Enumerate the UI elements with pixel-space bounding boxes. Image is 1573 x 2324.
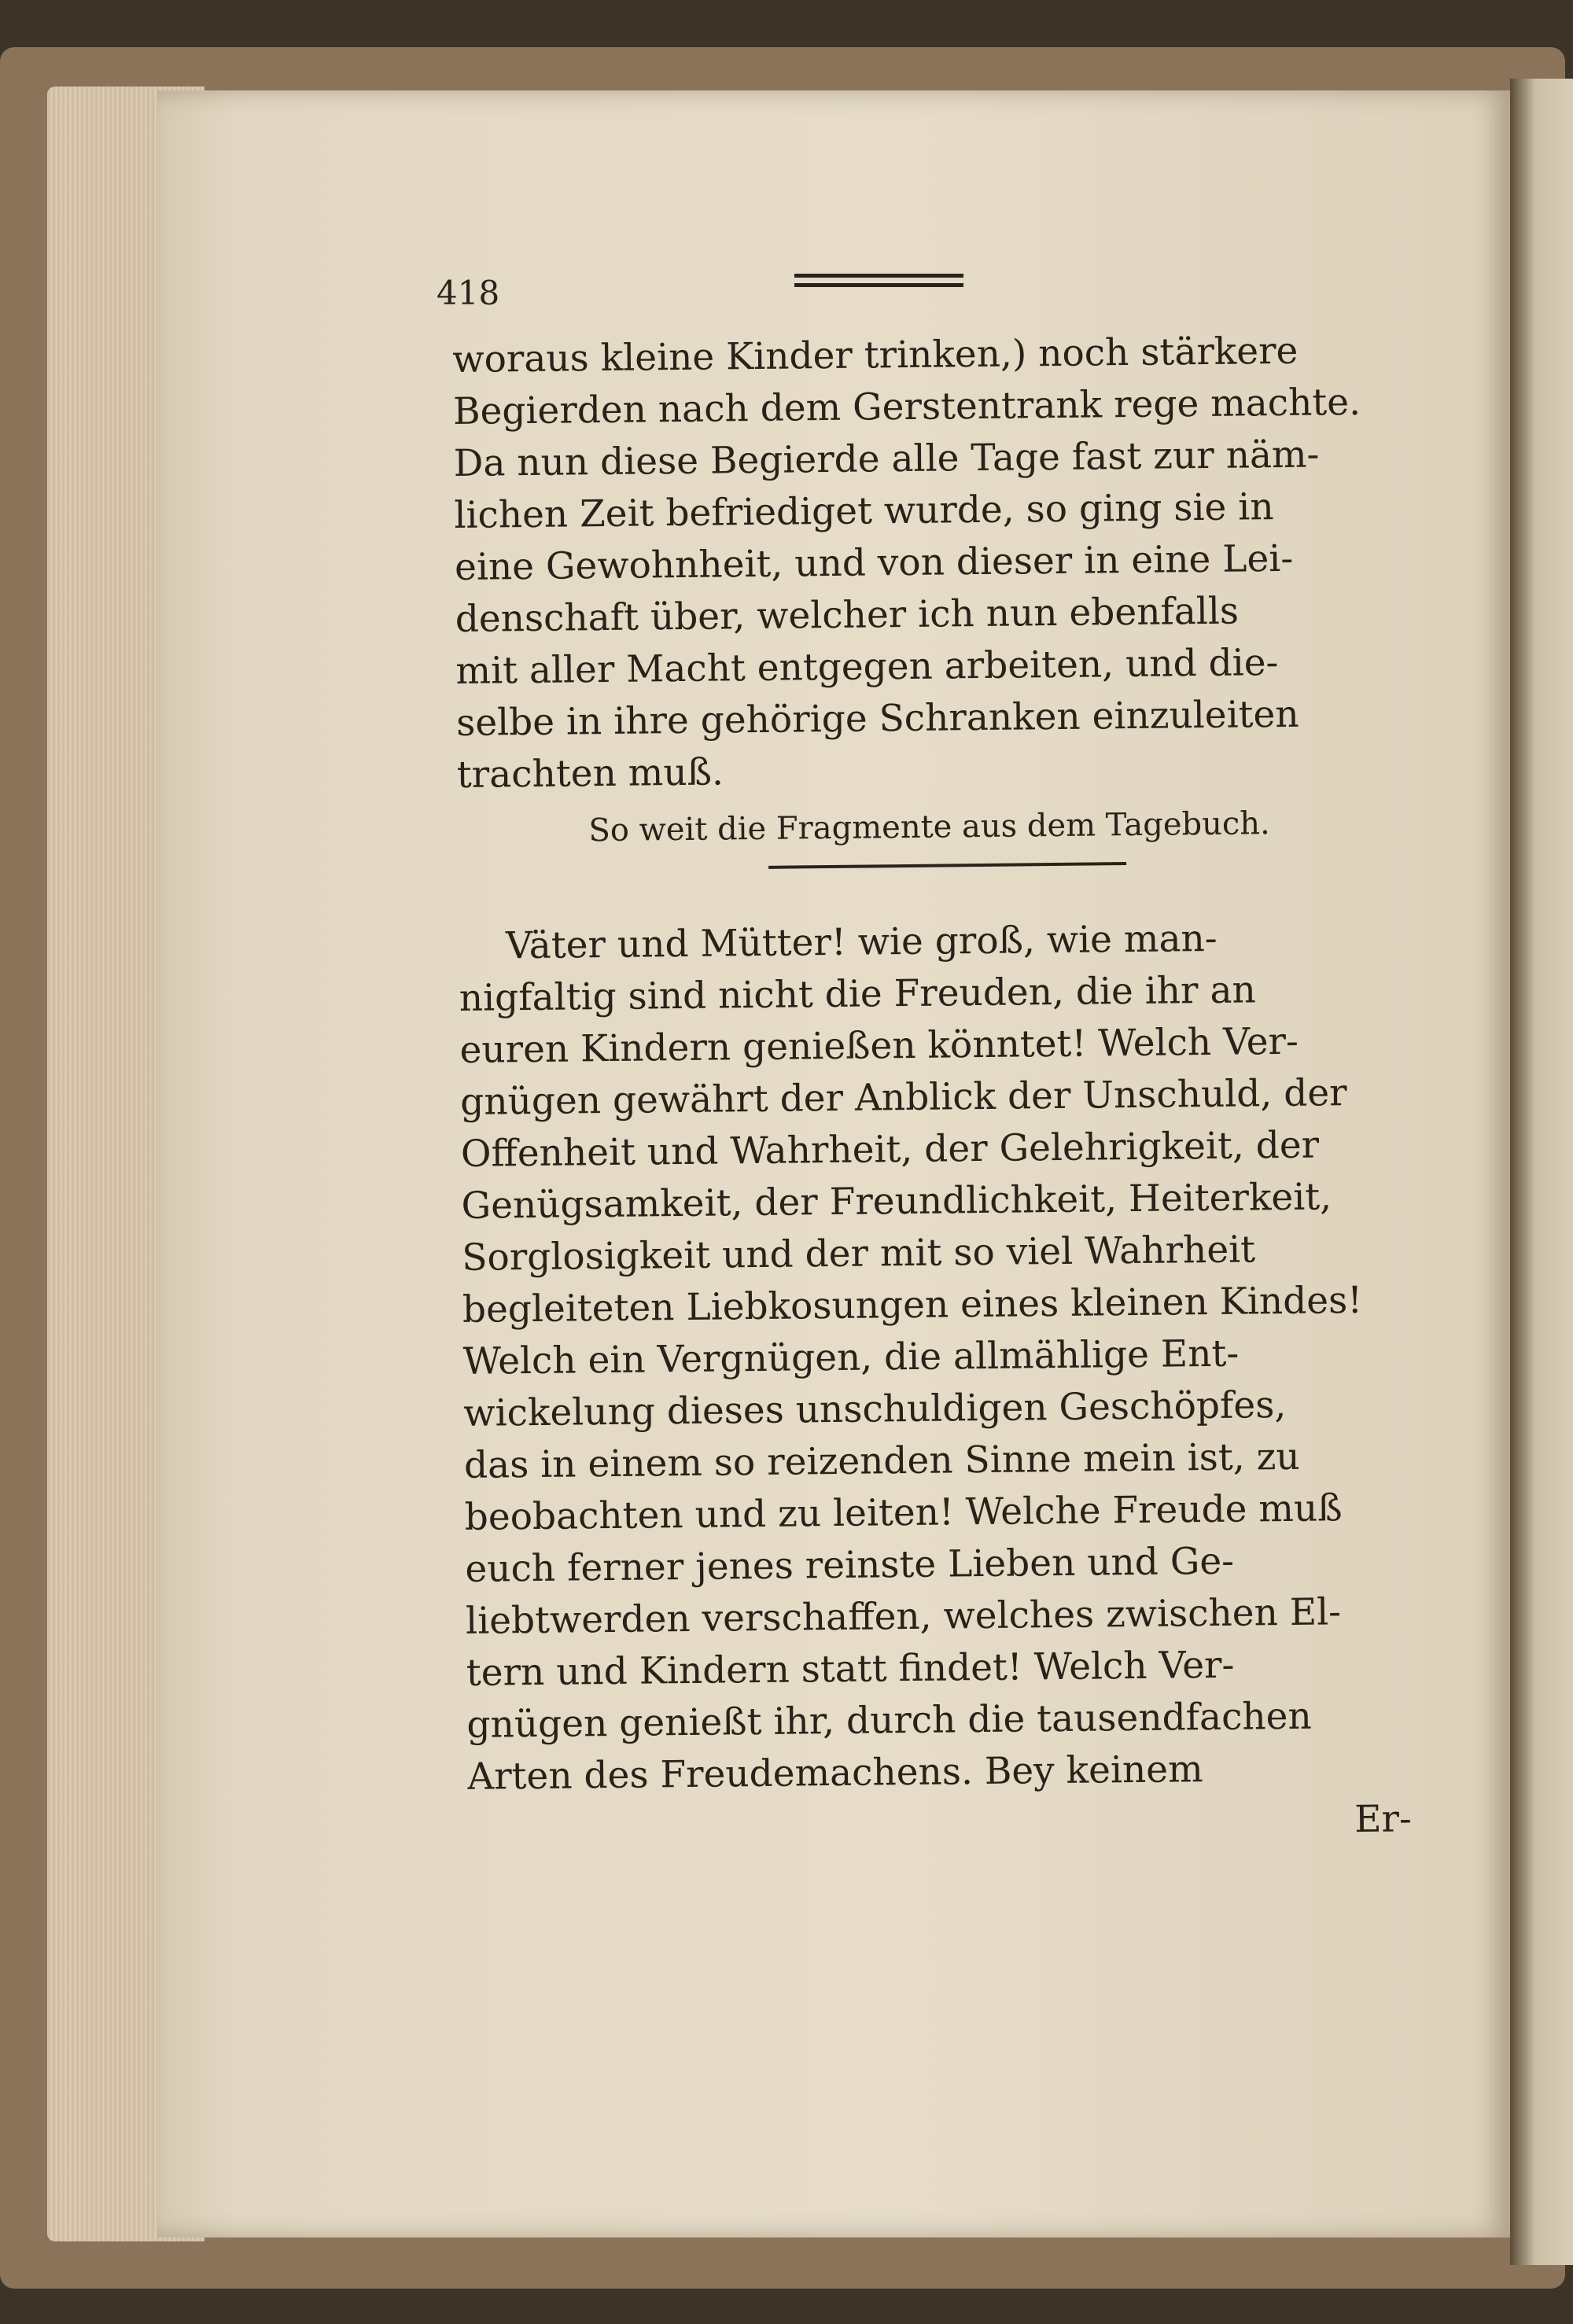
text-line: selbe in ihre gehörige Schranken einzuleiten — [455, 692, 1299, 745]
paragraph-line: Welch ein Vergnügen, die allmählige Ent- — [462, 1331, 1240, 1383]
catchword: Er- — [1354, 1797, 1413, 1842]
paragraph-line: begleiteten Liebkosungen eines kleinen Kindes! — [462, 1278, 1363, 1331]
paragraph-line: Arten des Freudemachens. Bey keinem — [466, 1748, 1203, 1799]
paragraph-line: Genügsamkeit, der Freundlichkeit, Heiterkeit, — [461, 1175, 1332, 1228]
paragraph-line: liebtwerden verschaffen, welches zwischen El- — [465, 1590, 1342, 1643]
page-header — [437, 267, 1380, 315]
paragraph-line: euren Kindern genießen könntet! Welch Ver- — [459, 1019, 1299, 1072]
text-line: lichen Zeit befriediget wurde, so ging sie in — [454, 485, 1274, 537]
header-rule-top — [794, 274, 963, 278]
text-line: eine Gewohnheit, und von dieser in eine Lei- — [454, 536, 1294, 589]
text-line: denschaft über, welcher ich nun ebenfalls — [455, 589, 1240, 641]
section-divider — [768, 862, 1126, 869]
paragraph-line: Väter und Mütter! wie groß, wie man- — [505, 916, 1218, 968]
text-line: mit aller Macht entgegen arbeiten, und die- — [455, 641, 1279, 693]
text-line: trachten muß. — [456, 750, 724, 797]
paragraph-line: gnügen genießt ihr, durch die tausendfachen — [466, 1694, 1313, 1747]
paragraph-line: das in einem so reizenden Sinne mein ist, zu — [463, 1435, 1300, 1487]
paragraph-line: tern und Kindern statt findet! Welch Ver- — [466, 1643, 1235, 1695]
text-line: Da nun diese Begierde alle Tage fast zur näm- — [453, 433, 1320, 485]
header-rule-bottom — [794, 283, 963, 287]
paragraph-line: beobachten und zu leiten! Welche Freude muß — [464, 1486, 1343, 1539]
section-note: So weit die Fragmente aus dem Tagebuch. — [588, 805, 1270, 849]
paragraph-line: Sorglosigkeit und der mit so viel Wahrheit — [462, 1228, 1256, 1280]
paragraph-line: nigfaltig sind nicht die Freuden, die ihr an — [459, 968, 1256, 1020]
paragraph-line: gnügen gewährt der Anblick der Unschuld, der — [459, 1071, 1347, 1124]
paragraph-line: wickelung dieses unschuldigen Geschöpfes, — [463, 1383, 1287, 1435]
paragraph-line: euch ferner jenes reinste Lieben und Ge- — [465, 1539, 1235, 1591]
page-number: 418 — [437, 274, 500, 312]
facing-page-edge — [1510, 79, 1573, 2265]
text-line: woraus kleine Kinder trinken,) noch stärkere — [452, 329, 1299, 381]
text-line: Begierden nach dem Gerstentrank rege machte. — [452, 380, 1361, 433]
body-text — [452, 324, 1412, 1854]
paragraph-line: Offenheit und Wahrheit, der Gelehrigkeit, der — [460, 1123, 1320, 1176]
